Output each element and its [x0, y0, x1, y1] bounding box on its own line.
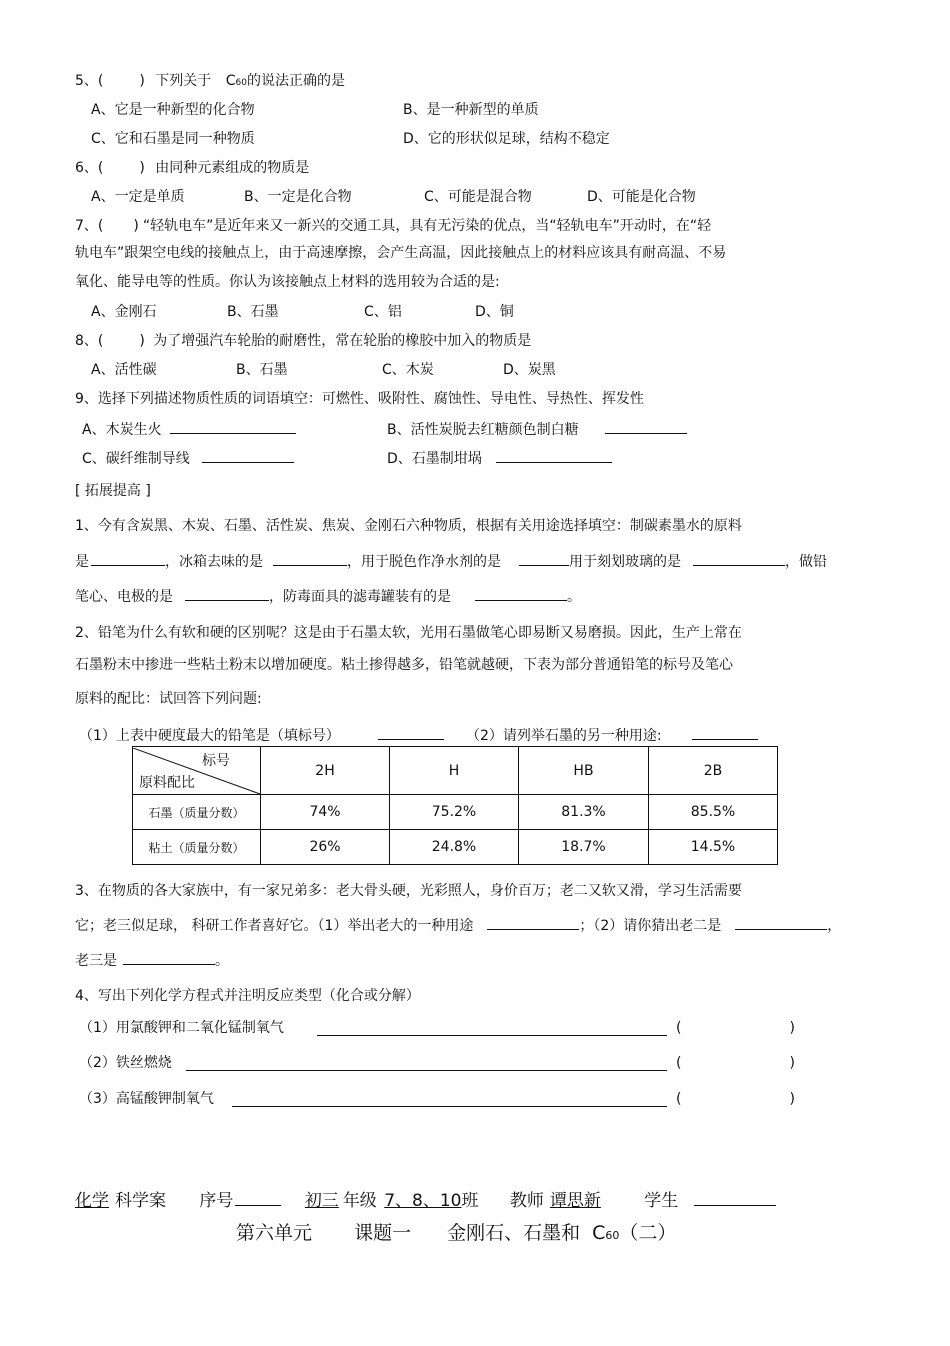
e2-line1: 2、铅笔为什么有软和硬的区别呢？这是由于石墨太软，光用石墨做笔心即易断又易磨损。因此，生产上常在	[75, 625, 742, 641]
e1-blank-6[interactable]	[475, 586, 567, 601]
c60-formula: C60	[225, 73, 247, 89]
q9-item-d: D、石墨制坩埚	[387, 448, 612, 468]
table-cell: 75.2%	[390, 795, 519, 830]
e4-equation-line-2[interactable]	[186, 1056, 667, 1071]
e4-type-paren-3: ( )	[676, 1091, 795, 1107]
e3-blank-2[interactable]	[735, 915, 827, 930]
q8-option-b: B、石墨	[236, 362, 288, 378]
e2-blank-2[interactable]	[692, 725, 758, 740]
e3-blank-3[interactable]	[123, 950, 215, 965]
table-cell: 18.7%	[519, 830, 649, 865]
e1-line3: 笔心、电极的是 ，防毒面具的滤毒罐装有的是 。	[75, 586, 581, 606]
e1-blank-3[interactable]	[519, 551, 569, 566]
q6-stem: 6、( ) 由同种元素组成的物质是	[75, 160, 310, 176]
table-corner	[133, 747, 261, 795]
corner-bottom-label: 原料配比	[139, 774, 195, 791]
e4-item-3: （3）高锰酸钾制氧气	[79, 1091, 214, 1107]
q7-option-a: A、金刚石	[91, 304, 157, 320]
seq-blank[interactable]	[235, 1191, 281, 1206]
q9-item-b: B、活性炭脱去红糖颜色制白糖	[387, 419, 687, 439]
q7-option-c: C、铝	[364, 304, 402, 320]
q5-option-b: B、是一种新型的单质	[403, 102, 539, 118]
q6-option-d: D、可能是化合物	[587, 189, 696, 205]
e3-line2: 它；老三似足球， 科研工作者喜好它。（1）举出老大的一种用途 ；（2）请你猜出老二是 ，	[75, 915, 841, 935]
table-cell: 24.8%	[390, 830, 519, 865]
e4-item-1: （1）用氯酸钾和二氧化锰制氧气	[79, 1020, 284, 1036]
e1-line2: 是 ，冰箱去味的是 ，用于脱色作净水剂的是 用于刻划玻璃的是 ，做铅	[75, 551, 827, 571]
table-cell: 14.5%	[649, 830, 778, 865]
q7-option-b: B、石墨	[227, 304, 279, 320]
c60-formula: C60	[592, 1222, 620, 1244]
q6-option-b: B、一定是化合物	[244, 189, 352, 205]
q8-option-a: A、活性碳	[91, 362, 157, 378]
q7-stem: 7、( ) “轻轨电车”是近年来又一新兴的交通工具，具有无污染的优点，当“轻轨电车”开动时，在“轻	[75, 218, 712, 234]
q5-option-a: A、它是一种新型的化合物	[91, 102, 255, 118]
q8-option-d: D、炭黑	[503, 362, 556, 378]
page-title: 第六单元 课题一 金刚石、石墨和 C60（二）	[236, 1222, 677, 1244]
corner-top-label: 标号	[202, 752, 230, 769]
e2-line3: 原料的配比：试回答下列问题:	[75, 691, 262, 707]
q9-stem: 9、选择下列描述物质性质的词语填空：可燃性、吸附性、腐蚀性、导电性、导热性、挥发性	[75, 391, 644, 407]
q6-option-a: A、一定是单质	[91, 189, 185, 205]
q7-option-d: D、铜	[475, 304, 514, 320]
table-cell: 26%	[261, 830, 390, 865]
table-row	[133, 795, 778, 830]
e4-item-2: （2）铁丝燃烧	[79, 1055, 172, 1071]
e2-sub1: （1）上表中硬度最大的铅笔是（填标号）	[79, 725, 444, 745]
e1-blank-4[interactable]	[693, 551, 785, 566]
q5-stem: 5、( ) 下列关于 C60的说法正确的是	[75, 73, 345, 89]
e4-type-paren-1: ( )	[676, 1020, 795, 1036]
e3-blank-1[interactable]	[487, 915, 579, 930]
e1-blank-5[interactable]	[185, 586, 269, 601]
e2-sub2: （2）请列举石墨的另一种用途:	[466, 725, 758, 745]
row-label: 粘土（质量分数）	[133, 830, 261, 865]
column-header: 2B	[649, 747, 778, 795]
e4-type-paren-2: ( )	[676, 1055, 795, 1071]
e1-line1: 1、今有含炭黑、木炭、石墨、活性炭、焦炭、金刚石六种物质，根据有关用途选择填空：制碳素墨水的原料	[75, 518, 742, 534]
q9-item-a: A、木炭生火	[82, 419, 296, 439]
worksheet-header: 化学 科学案 序号 初三 年级 7、8、10班 教师 谭思新 学生	[75, 1190, 776, 1212]
subject: 化学	[75, 1191, 109, 1211]
e4-equation-line-1[interactable]	[317, 1021, 667, 1036]
q9-item-c: C、碳纤维制导线	[82, 448, 294, 468]
q7-line2: 轨电车”跟架空电线的接触点上，由于高速摩擦，会产生高温，因此接触点上的材料应该具有耐高温、不易	[75, 245, 727, 261]
teacher-name: 谭思新	[549, 1191, 601, 1211]
e3-line1: 3、在物质的各大家族中，有一家兄弟多：老大骨头硬，光彩照人，身价百万；老二又软又滑，学习生活需要	[75, 883, 742, 899]
q5-number: 5、(	[75, 73, 104, 89]
column-header: 2H	[261, 747, 390, 795]
class-numbers: 7、8、10	[384, 1191, 462, 1211]
e4-title: 4、写出下列化学方程式并注明反应类型（化合或分解）	[75, 988, 420, 1004]
q9-blank-b[interactable]	[605, 419, 687, 434]
e3-line3: 老三是 。	[75, 950, 229, 970]
row-label: 石墨（质量分数）	[133, 795, 261, 830]
e2-blank-1[interactable]	[378, 725, 444, 740]
q8-stem: 8、( ) 为了增强汽车轮胎的耐磨性，常在轮胎的橡胶中加入的物质是	[75, 333, 532, 349]
q5-option-c: C、它和石墨是同一种物质	[91, 131, 255, 147]
e1-blank-2[interactable]	[273, 551, 347, 566]
table-cell: 74%	[261, 795, 390, 830]
q9-blank-c[interactable]	[202, 448, 294, 463]
q5-option-d: D、它的形状似足球，结构不稳定	[403, 131, 610, 147]
table-cell: 81.3%	[519, 795, 649, 830]
section-heading: [ 拓展提高 ]	[75, 483, 151, 499]
e1-blank-1[interactable]	[91, 551, 165, 566]
column-header: HB	[519, 747, 649, 795]
student-blank[interactable]	[694, 1191, 776, 1206]
q8-option-c: C、木炭	[382, 362, 434, 378]
q6-option-c: C、可能是混合物	[424, 189, 532, 205]
e4-equation-line-3[interactable]	[232, 1092, 667, 1107]
column-header: H	[390, 747, 519, 795]
table-cell: 85.5%	[649, 795, 778, 830]
pencil-ratio-table	[132, 746, 778, 865]
e2-line2: 石墨粉末中掺进一些粘土粉末以增加硬度。粘土掺得越多，铅笔就越硬，下表为部分普通铅笔的标号及笔心	[75, 657, 733, 673]
table-row	[133, 830, 778, 865]
grade: 初三	[304, 1191, 339, 1211]
q9-blank-a[interactable]	[170, 419, 296, 434]
q7-line3: 氧化、能导电等的性质。你认为该接触点上材料的选用较为合适的是:	[75, 274, 500, 290]
q9-blank-d[interactable]	[496, 448, 612, 463]
